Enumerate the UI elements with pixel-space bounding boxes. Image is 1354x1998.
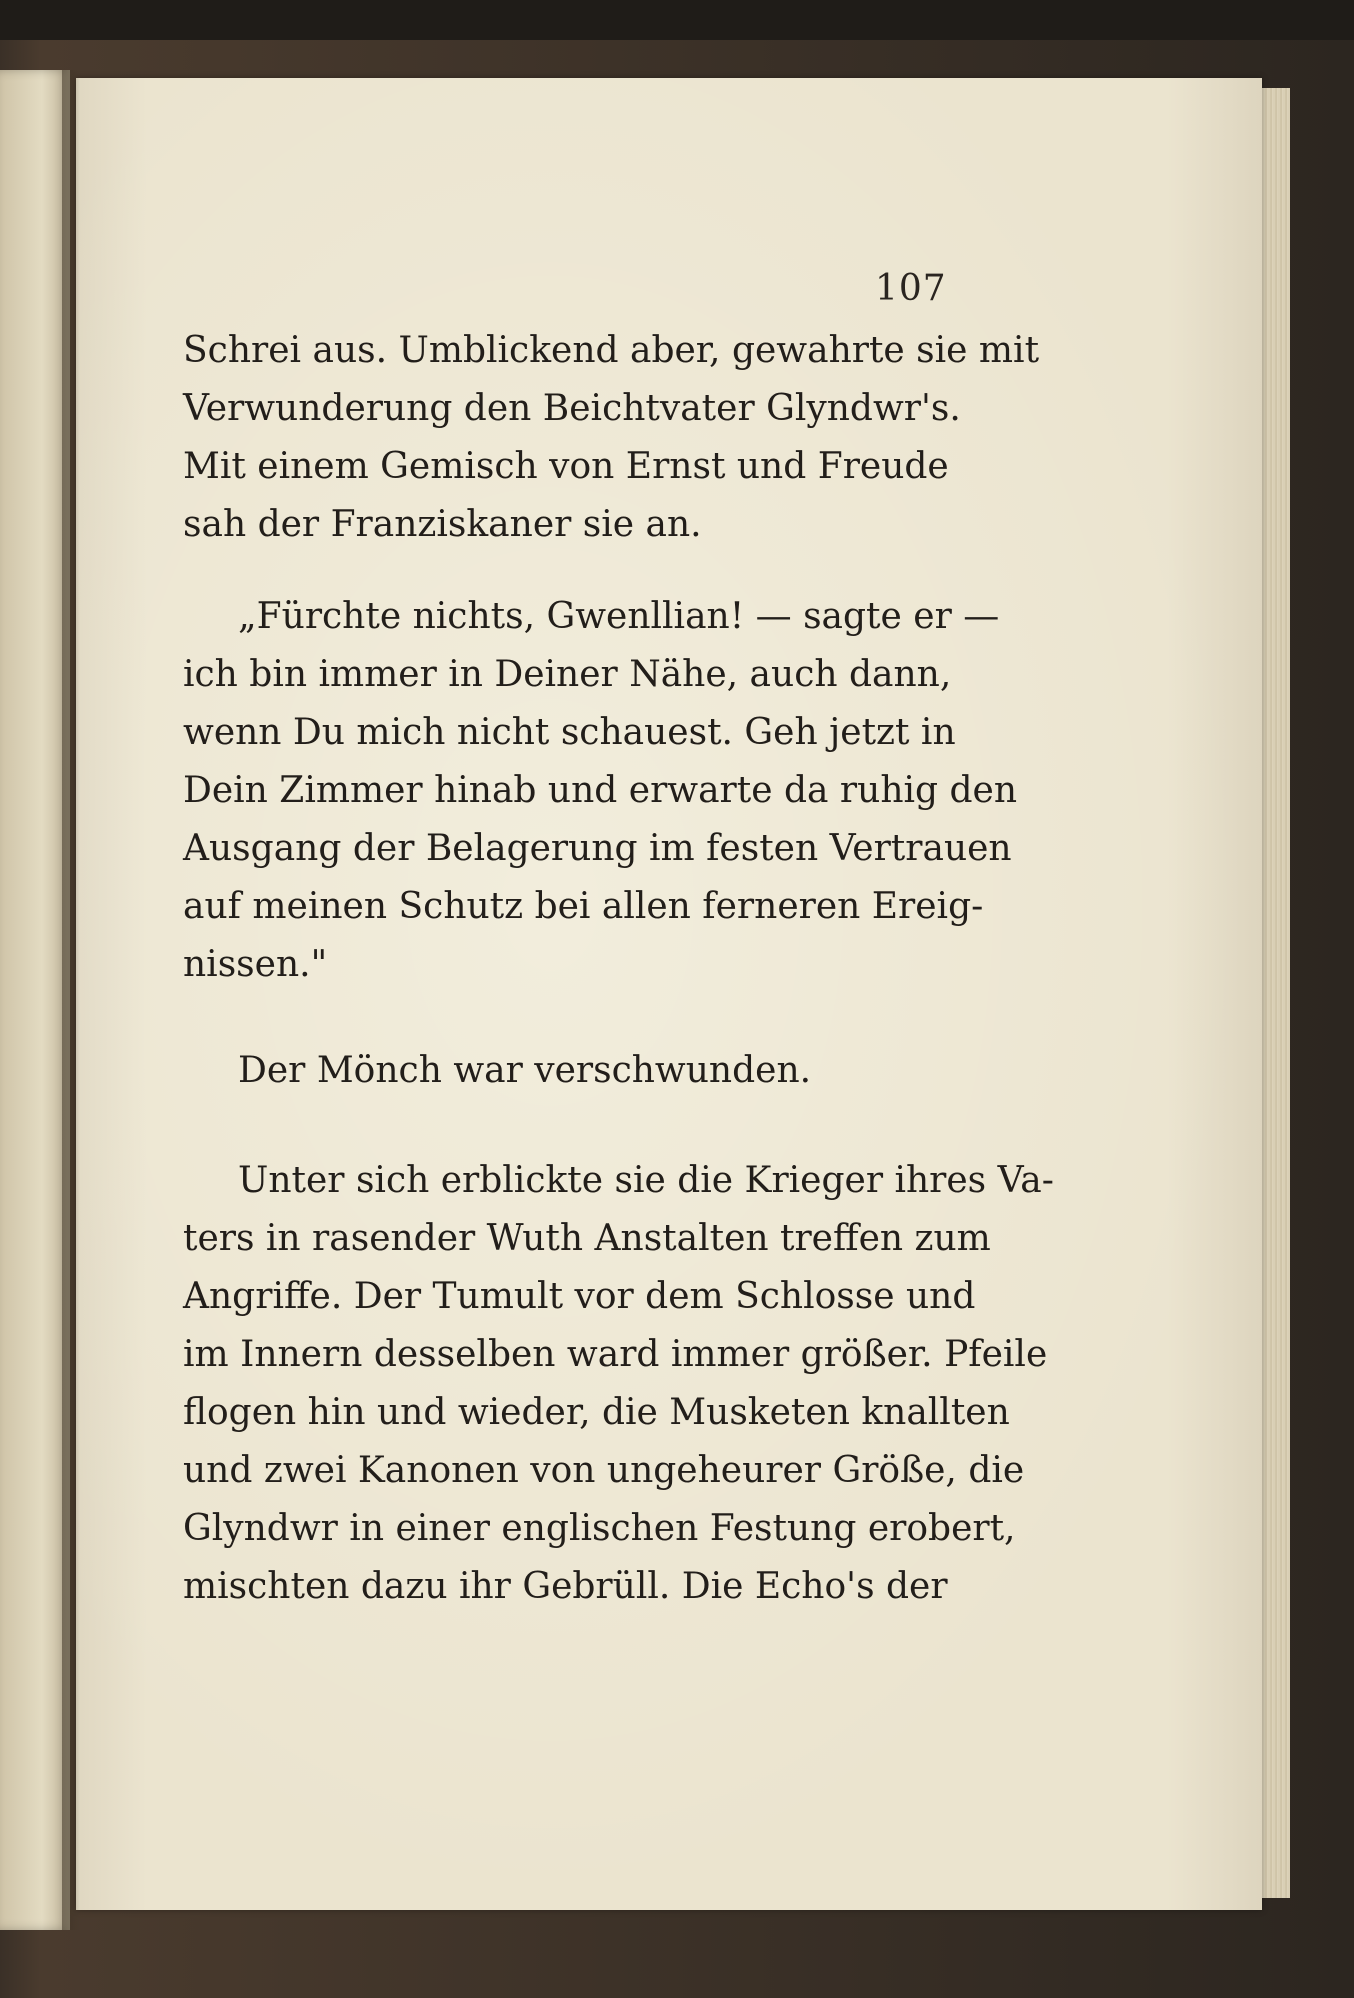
left-page-edge [0, 70, 70, 1930]
paragraph-1 [183, 322, 1040, 554]
text-line: mischten dazu ihr Gebrüll. Die Echo's der [183, 1566, 948, 1607]
page-number: 107 [875, 268, 947, 309]
text-line: auf meinen Schutz bei allen ferneren Ereig- [183, 886, 984, 927]
text-line: Mit einem Gemisch von Ernst und Freude [183, 446, 949, 487]
text-line: Der Mönch war verschwunden. [238, 1050, 812, 1091]
paragraph-4 [183, 1152, 1054, 1616]
text-line: wenn Du mich nicht schauest. Geh jetzt in [183, 712, 956, 753]
text-line: nissen." [183, 944, 328, 985]
page-stack-edge [1258, 88, 1290, 1898]
text-line: sah der Franziskaner sie an. [183, 504, 702, 545]
text-line: und zwei Kanonen von ungeheurer Größe, die [183, 1450, 1025, 1491]
text-line: Unter sich erblickte sie die Krieger ihres Va- [238, 1160, 1054, 1201]
text-line: Schrei aus. Umblickend aber, gewahrte sie mit [183, 330, 1040, 371]
page-text [183, 322, 1054, 1616]
spine-shadow [62, 70, 80, 1930]
text-line: ters in rasender Wuth Anstalten treffen zum [183, 1218, 991, 1259]
text-line: Verwunderung den Beichtvater Glyndwr's. [183, 388, 961, 429]
text-line: „Fürchte nichts, Gwenllian! — sagte er — [238, 596, 1000, 637]
text-line: flogen hin und wieder, die Musketen knallten [183, 1392, 1010, 1433]
paragraph-3 [183, 1042, 943, 1100]
text-line: ich bin immer in Deiner Nähe, auch dann, [183, 654, 952, 695]
text-line: Angriffe. Der Tumult vor dem Schlosse und [183, 1276, 976, 1317]
text-line: Ausgang der Belagerung im festen Vertrauen [183, 828, 1012, 869]
text-line: Dein Zimmer hinab und erwarte da ruhig den [183, 770, 1018, 811]
paragraph-2 [183, 588, 1018, 994]
text-line: Glyndwr in einer englischen Festung erobert, [183, 1508, 1016, 1549]
text-line: im Innern desselben ward immer größer. Pfeile [183, 1334, 1048, 1375]
